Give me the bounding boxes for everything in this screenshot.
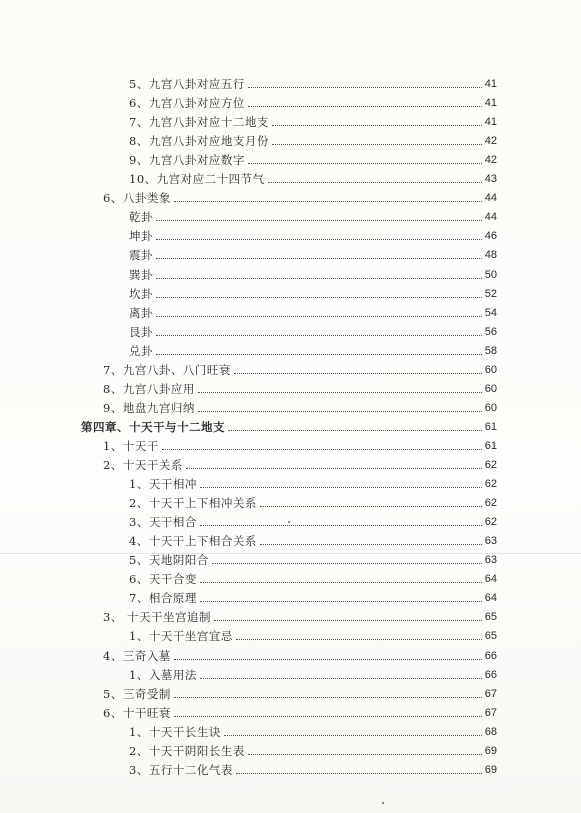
toc-entry-title: 6、八卦类象 bbox=[103, 191, 171, 206]
toc-entry[interactable] bbox=[129, 224, 497, 243]
toc-entry[interactable] bbox=[129, 129, 497, 148]
toc-entry[interactable] bbox=[103, 682, 497, 701]
dot-leader bbox=[200, 677, 482, 679]
dot-leader bbox=[162, 448, 482, 450]
toc-entry-page-number: 60 bbox=[484, 363, 497, 376]
toc-entry-title: 巽卦 bbox=[129, 267, 153, 282]
toc-entry[interactable] bbox=[103, 605, 497, 624]
toc-entry-page-number: 60 bbox=[484, 401, 497, 414]
toc-entry[interactable] bbox=[103, 453, 497, 472]
toc-entry-page-number: 69 bbox=[484, 744, 497, 757]
dot-leader bbox=[212, 562, 482, 564]
dot-leader bbox=[200, 524, 482, 526]
toc-entry[interactable] bbox=[129, 720, 497, 739]
toc-entry-title: 乾卦 bbox=[129, 210, 153, 225]
toc-entry-title: 6、九宫八卦对应方位 bbox=[129, 96, 245, 111]
toc-entry[interactable] bbox=[129, 510, 497, 529]
dot-leader bbox=[174, 715, 482, 717]
toc-entry-title: 2、十天干上下相冲关系 bbox=[129, 496, 257, 511]
toc-entry[interactable] bbox=[129, 663, 497, 682]
toc-entry[interactable] bbox=[129, 282, 497, 301]
toc-entry-page-number: 61 bbox=[484, 420, 497, 433]
dot-leader bbox=[272, 143, 482, 145]
toc-entry-title: 1、十天干长生诀 bbox=[129, 724, 221, 739]
toc-entry-page-number: 54 bbox=[484, 306, 497, 319]
dot-leader bbox=[156, 334, 482, 336]
toc-entry-title: 7、九宫八卦、八门旺衰 bbox=[103, 362, 231, 377]
toc-entry-page-number: 65 bbox=[484, 630, 497, 643]
toc-entry-title: 5、三奇受制 bbox=[103, 686, 171, 701]
toc-entry-title: 10、九宫对应二十四节气 bbox=[129, 172, 265, 187]
toc-entry[interactable] bbox=[129, 320, 497, 339]
toc-entry-page-number: 66 bbox=[484, 649, 497, 662]
toc-entry-page-number: 52 bbox=[484, 287, 497, 300]
toc-entry-title: 兑卦 bbox=[129, 343, 153, 358]
toc-entry[interactable] bbox=[129, 548, 497, 567]
scan-speck bbox=[382, 802, 384, 804]
toc-entry-title: 震卦 bbox=[129, 248, 153, 263]
toc-entry[interactable] bbox=[103, 377, 497, 396]
toc-entry[interactable] bbox=[129, 301, 497, 320]
dot-leader bbox=[200, 581, 482, 583]
toc-entry-title: 7、九宫八卦对应十二地支 bbox=[129, 115, 269, 130]
toc-entry-page-number: 62 bbox=[484, 497, 497, 510]
toc-entry-page-number: 56 bbox=[484, 325, 497, 338]
toc-entry-title: 9、地盘九宫归纳 bbox=[103, 400, 195, 415]
dot-leader bbox=[156, 353, 482, 355]
dot-leader bbox=[156, 315, 482, 317]
toc-entry-page-number: 69 bbox=[484, 763, 497, 776]
dot-leader bbox=[228, 429, 482, 431]
toc-entry-title: 9、九宫八卦对应数字 bbox=[129, 153, 245, 168]
toc-entry-title: 1、十天干 bbox=[103, 438, 159, 453]
toc-entry-page-number: 68 bbox=[484, 725, 497, 738]
dot-leader bbox=[248, 105, 482, 107]
toc-entry-title: 5、九宫八卦对应五行 bbox=[129, 77, 245, 91]
dot-leader bbox=[248, 86, 482, 88]
toc-entry-page-number: 62 bbox=[484, 459, 497, 471]
toc-entry-page-number: 48 bbox=[484, 249, 497, 262]
dot-leader bbox=[248, 162, 482, 164]
toc-entry[interactable] bbox=[129, 586, 497, 605]
toc-entry-title: 2、十天干阴阳长生表 bbox=[129, 743, 245, 758]
dot-leader bbox=[268, 181, 482, 183]
toc-entry-title: 1、十天干坐宫宜忌 bbox=[129, 629, 233, 644]
dot-leader bbox=[224, 734, 482, 736]
toc-entry-page-number: 66 bbox=[484, 668, 497, 681]
toc-entry[interactable] bbox=[129, 624, 497, 643]
dot-leader bbox=[200, 600, 482, 602]
dot-leader bbox=[156, 277, 482, 279]
toc-entry-page-number: 63 bbox=[484, 554, 497, 567]
toc-entry-title: 离卦 bbox=[129, 305, 153, 320]
toc-entry-page-number: 67 bbox=[484, 706, 497, 719]
toc-entry[interactable] bbox=[129, 167, 497, 186]
toc-entry-title: 3、天干相合 bbox=[129, 515, 197, 530]
toc-entry[interactable] bbox=[129, 339, 497, 358]
toc-entry-title: 6、十干旺衰 bbox=[103, 705, 171, 720]
dot-leader bbox=[198, 410, 482, 412]
toc-entry-page-number: 58 bbox=[484, 344, 497, 357]
toc-entry[interactable] bbox=[129, 243, 497, 262]
dot-leader bbox=[272, 124, 482, 126]
toc-entry-page-number: 42 bbox=[484, 135, 497, 148]
toc-entry-title: 4、十天干上下相合关系 bbox=[129, 534, 257, 549]
toc-entry-page-number: 62 bbox=[484, 516, 497, 529]
toc-entry[interactable] bbox=[103, 186, 497, 205]
dot-leader bbox=[260, 505, 482, 507]
toc-entry-title: 第四章、十天干与十二地支 bbox=[81, 419, 225, 434]
toc-entry-title: 1、入墓用法 bbox=[129, 667, 197, 682]
toc-entry[interactable] bbox=[129, 263, 497, 282]
toc-entry-title: 7、相合原理 bbox=[129, 591, 197, 606]
toc-entry-page-number: 44 bbox=[484, 192, 497, 205]
toc-entry-page-number: 46 bbox=[484, 230, 497, 243]
dot-leader bbox=[174, 658, 482, 660]
toc-entry[interactable] bbox=[103, 701, 497, 720]
toc-entry[interactable] bbox=[103, 358, 497, 377]
toc-entry[interactable] bbox=[129, 529, 497, 548]
dot-leader bbox=[200, 486, 482, 488]
dot-leader bbox=[186, 467, 482, 469]
toc-entry[interactable] bbox=[129, 110, 497, 129]
toc-entry-page-number: 50 bbox=[484, 268, 497, 281]
toc-entry[interactable] bbox=[129, 567, 497, 586]
toc-entry-page-number: 65 bbox=[484, 611, 497, 624]
toc-entry[interactable] bbox=[129, 472, 497, 491]
dot-leader bbox=[156, 257, 482, 259]
toc-entry-page-number: 44 bbox=[484, 211, 497, 224]
toc-entry-page-number: 41 bbox=[484, 116, 497, 129]
toc-entry-page-number: 67 bbox=[484, 687, 497, 700]
toc-entry[interactable] bbox=[129, 739, 497, 758]
toc-entry[interactable] bbox=[103, 644, 497, 663]
toc-entry-title: 艮卦 bbox=[129, 324, 153, 339]
dot-leader bbox=[156, 296, 482, 298]
toc-entry-title: 坎卦 bbox=[129, 286, 153, 301]
dot-leader bbox=[198, 391, 482, 393]
dot-leader bbox=[236, 772, 482, 774]
dot-leader bbox=[156, 238, 482, 240]
toc-entry-title: 4、三奇入墓 bbox=[103, 648, 171, 663]
toc-entry-title: 1、天干相冲 bbox=[129, 477, 197, 492]
toc-entry-page-number: 64 bbox=[484, 592, 497, 605]
toc-entry[interactable] bbox=[103, 434, 497, 453]
toc-entry[interactable] bbox=[129, 205, 497, 224]
toc-entry-title: 3、 十天干坐宫追制 bbox=[103, 610, 211, 625]
toc-entry-page-number: 63 bbox=[484, 535, 497, 548]
dot-leader bbox=[234, 372, 482, 374]
toc-entry-title: 6、天干合变 bbox=[129, 572, 197, 587]
toc-entry[interactable] bbox=[129, 148, 497, 167]
toc-entry-page-number: 60 bbox=[484, 382, 497, 395]
dot-leader bbox=[174, 200, 482, 202]
toc-entry-title: 3、五行十二化气表 bbox=[129, 762, 233, 777]
toc-entry-page-number: 61 bbox=[484, 439, 497, 452]
toc-entry-page-number: 42 bbox=[484, 154, 497, 167]
dot-leader bbox=[248, 753, 482, 755]
toc-entry[interactable] bbox=[81, 415, 497, 434]
toc-entry[interactable] bbox=[103, 396, 497, 415]
toc-entry[interactable] bbox=[129, 72, 497, 91]
dot-leader bbox=[156, 219, 482, 221]
toc-entry-title: 5、天地阴阳合 bbox=[129, 553, 209, 568]
toc-entry-title: 2、十天干关系 bbox=[103, 458, 183, 472]
dot-leader bbox=[260, 543, 482, 545]
dot-leader bbox=[214, 619, 482, 621]
dot-leader bbox=[236, 638, 482, 640]
toc-entry[interactable] bbox=[129, 758, 497, 777]
toc-entry[interactable] bbox=[129, 491, 497, 510]
toc-entry-page-number: 62 bbox=[484, 478, 497, 491]
toc-entry[interactable] bbox=[129, 91, 497, 110]
toc-entry-page-number: 64 bbox=[484, 573, 497, 586]
toc-entry-page-number: 41 bbox=[484, 78, 497, 90]
toc-entry-page-number: 41 bbox=[484, 97, 497, 110]
toc-entry-title: 8、九宫八卦对应地支月份 bbox=[129, 134, 269, 149]
toc-entry-page-number: 43 bbox=[484, 173, 497, 186]
toc-entry-title: 坤卦 bbox=[129, 229, 153, 244]
toc-entry-title: 8、九宫八卦应用 bbox=[103, 381, 195, 396]
dot-leader bbox=[174, 696, 482, 698]
